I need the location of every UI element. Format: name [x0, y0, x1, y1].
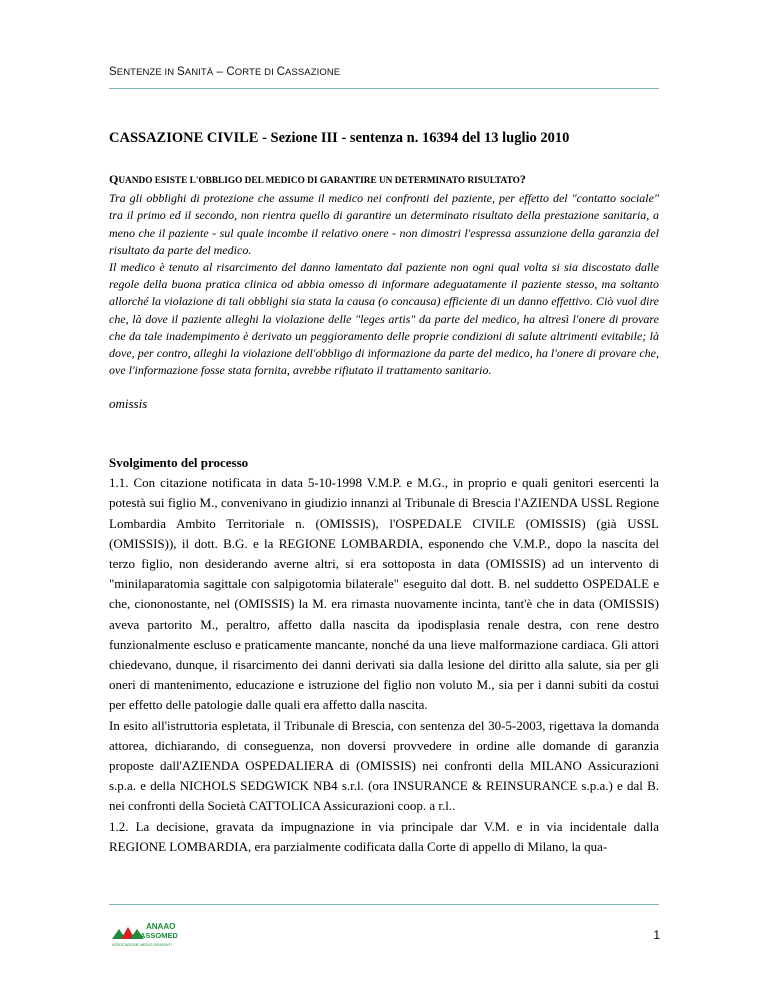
running-header: SENTENZE IN SANITÀ – CORTE DI CASSAZIONE	[109, 66, 341, 78]
body-paragraph-2: In esito all'istruttoria espletata, il Tribunale di Brescia, con sentenza del 30-5-2003, rigettava la domanda attorea, dichiarando, di conseguenza, non doversi provvedere in ordine alle domande di garanzia proposte dall'AZIENDA OSPEDALIERA di (OMISSIS) nei confronti della MILANO Assicurazioni s.p.a. e della NICHOLS SEDGWICK NB4 s.r.l. (ora INSURANCE & REINSURANCE s.p.a.) e dal B. nei confronti della Società CATTOLICA Assicurazioni coop. a r.l..	[109, 717, 659, 814]
header-divider	[109, 88, 659, 89]
logo-text-association: ASSOCIAZIONE MEDICI DIRIGENTI	[112, 943, 172, 947]
section-title: Svolgimento del processo	[109, 455, 249, 470]
summary-paragraph-2: Il medico è tenuto al risarcimento del danno lamentato dal paziente non ogni qual volta si sia discostato dalle regole della buona pratica clinica od abbia omesso di informare adeguatamente il paziente stesso, ma soltanto allorché la violazione di tali obblighi sia stata la causa (o concausa) efficiente di un danno effettivo. Ciò vuol dire che, là dove il paziente alleghi la violazione delle "leges artis" da parte del medico, ha altresì l'onere di provare che da tale inadempimento è derivato un peggioramento delle proprie condizioni di salute altrimenti evitabile; là dove, per contro, alleghi la violazione dell'obbligo di informazione da parte del medico, ha l'onere di provare che, ove l'informazione fosse stata fornita, avrebbe rifiutato il trattamento sanitario.	[109, 260, 659, 378]
page-number: 1	[653, 928, 660, 942]
summary-paragraph-1: Tra gli obblighi di protezione che assume il medico nei confronti del paziente, per effetto del "contatto sociale" tra il primo ed il secondo, non rientra quello di garantire un determinato risultato della prestazione sanitaria, a meno che il paziente - sul quale incombe il relativo onere - non dimostri l'espressa assunzione della garanzia del risultato da parte del medico.	[109, 191, 659, 257]
footer-divider	[109, 904, 659, 905]
case-summary	[109, 171, 659, 379]
summary-question: QUANDO ESISTE L'OBBLIGO DEL MEDICO DI GARANTIRE UN DETERMINATO RISULTATO?	[109, 172, 526, 186]
document-title: CASSAZIONE CIVILE - Sezione III - sentenza n. 16394 del 13 luglio 2010	[109, 130, 570, 146]
document-body	[109, 453, 659, 857]
anaao-assomed-logo	[110, 913, 190, 949]
logo-text-anaao: ANAAO	[146, 922, 176, 931]
body-paragraph-1: 1.1. Con citazione notificata in data 5-10-1998 V.M.P. e M.G., in proprio e quali genitori esercenti la potestà sui figlio M., convenivano in giudizio innanzi al Tribunale di Brescia l'AZIENDA USSL Regione Lombardia Ambito Territoriale n. (OMISSIS), l'OSPEDALE CIVILE (OMISSIS) (già USSL (OMISSIS)), il dott. B.G. e la REGIONE LOMBARDIA, esponendo che V.M.P., dopo la nascita del terzo figlio, non desiderando averne altri, si era sottoposta in data (OMISSIS) ad un intervento di "minilaparatomia sagittale con salpigotomia bilaterale" eseguito dal dott. B. nel suddetto OSPEDALE e che, ciononostante, nel (OMISSIS) la M. era rimasta nuovamente incinta, tant'è che in data (OMISSIS) aveva partorito M., peraltro, affetto dalla nascita da ipodisplasia renale destra, con rene destro funzionalmente escluso e praticamente mancante, nonché da una lieve malformazione cardiaca. Gli attori chiedevano, dunque, il risarcimento dei danni derivati sia dalla lesione del diritto alla salute, sia per gli oneri di mantenimento, educazione e istruzione del figlio non voluto M., sia per i danni subiti da costui per effetto delle patologie dalle quali era affetto dalla nascita.	[109, 475, 659, 713]
omissis-note: omissis	[109, 396, 148, 411]
body-paragraph-3: 1.2. La decisione, gravata da impugnazione in via principale dar V.M. e in via incidentale dalla REGIONE LOMBARDIA, era parzialmente codificata dalla Corte di appello di Milano, la qua-	[109, 818, 659, 854]
logo-text-assomed: ASSOMED	[140, 931, 178, 940]
